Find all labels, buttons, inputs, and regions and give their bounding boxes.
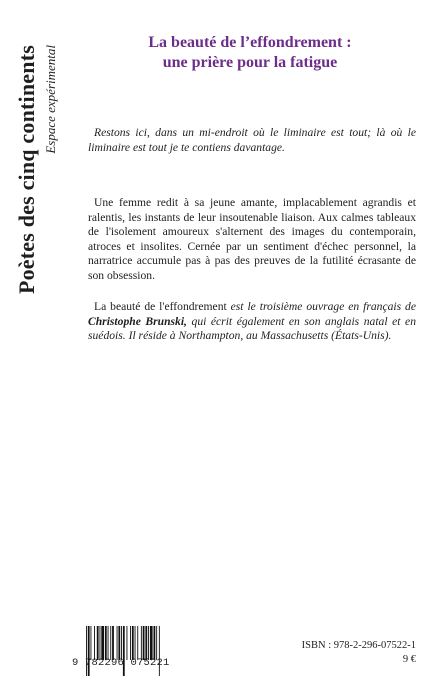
book-title-line-2: une prière pour la fatigue [162, 54, 338, 71]
barcode-digits: 9 782296 075221 [72, 657, 170, 669]
bio-text-part-2: qui écrit également en son anglais natal et en suédois. Il réside à Northampton, au Massachusetts (États-Unis). [88, 314, 416, 343]
isbn-number: ISBN : 978-2-296-07522-1 [301, 640, 416, 651]
bio-author-name: Christophe Brunski, [88, 314, 187, 328]
author-bio [88, 300, 416, 344]
summary-paragraph: Une femme redit à sa jeune amante, implacablement agrandis et ralentis, les instants de leur insoutenable liaison. Aux calmes tableaux de l'isolement amoureux s'alternent des images du contemporain, atroces et insolites. Cernée par un sentiment d'échec personnel, la narratrice accumule pas à pas des preuves de la futilité écrasante de son obsession. [88, 196, 416, 282]
collection-subtitle: Espace expérimental [43, 45, 58, 154]
bio-book-title: La beauté de l'effondrement [94, 300, 227, 313]
epigraph-quote: Restons ici, dans un mi-endroit où le liminaire est tout; là où le liminaire est tout je te contiens davantage. [88, 126, 416, 154]
barcode [84, 626, 188, 680]
spine-rotator [12, 45, 62, 415]
price: 9 € [402, 654, 416, 665]
collection-title: Poètes des cinq continents [14, 45, 39, 295]
spine-text [12, 45, 62, 415]
book-title [105, 33, 395, 73]
book-title-line-1: La beauté de l’effondrement : [148, 34, 352, 51]
bio-text-part-1: est le troisième ouvrage en français de [226, 300, 416, 313]
